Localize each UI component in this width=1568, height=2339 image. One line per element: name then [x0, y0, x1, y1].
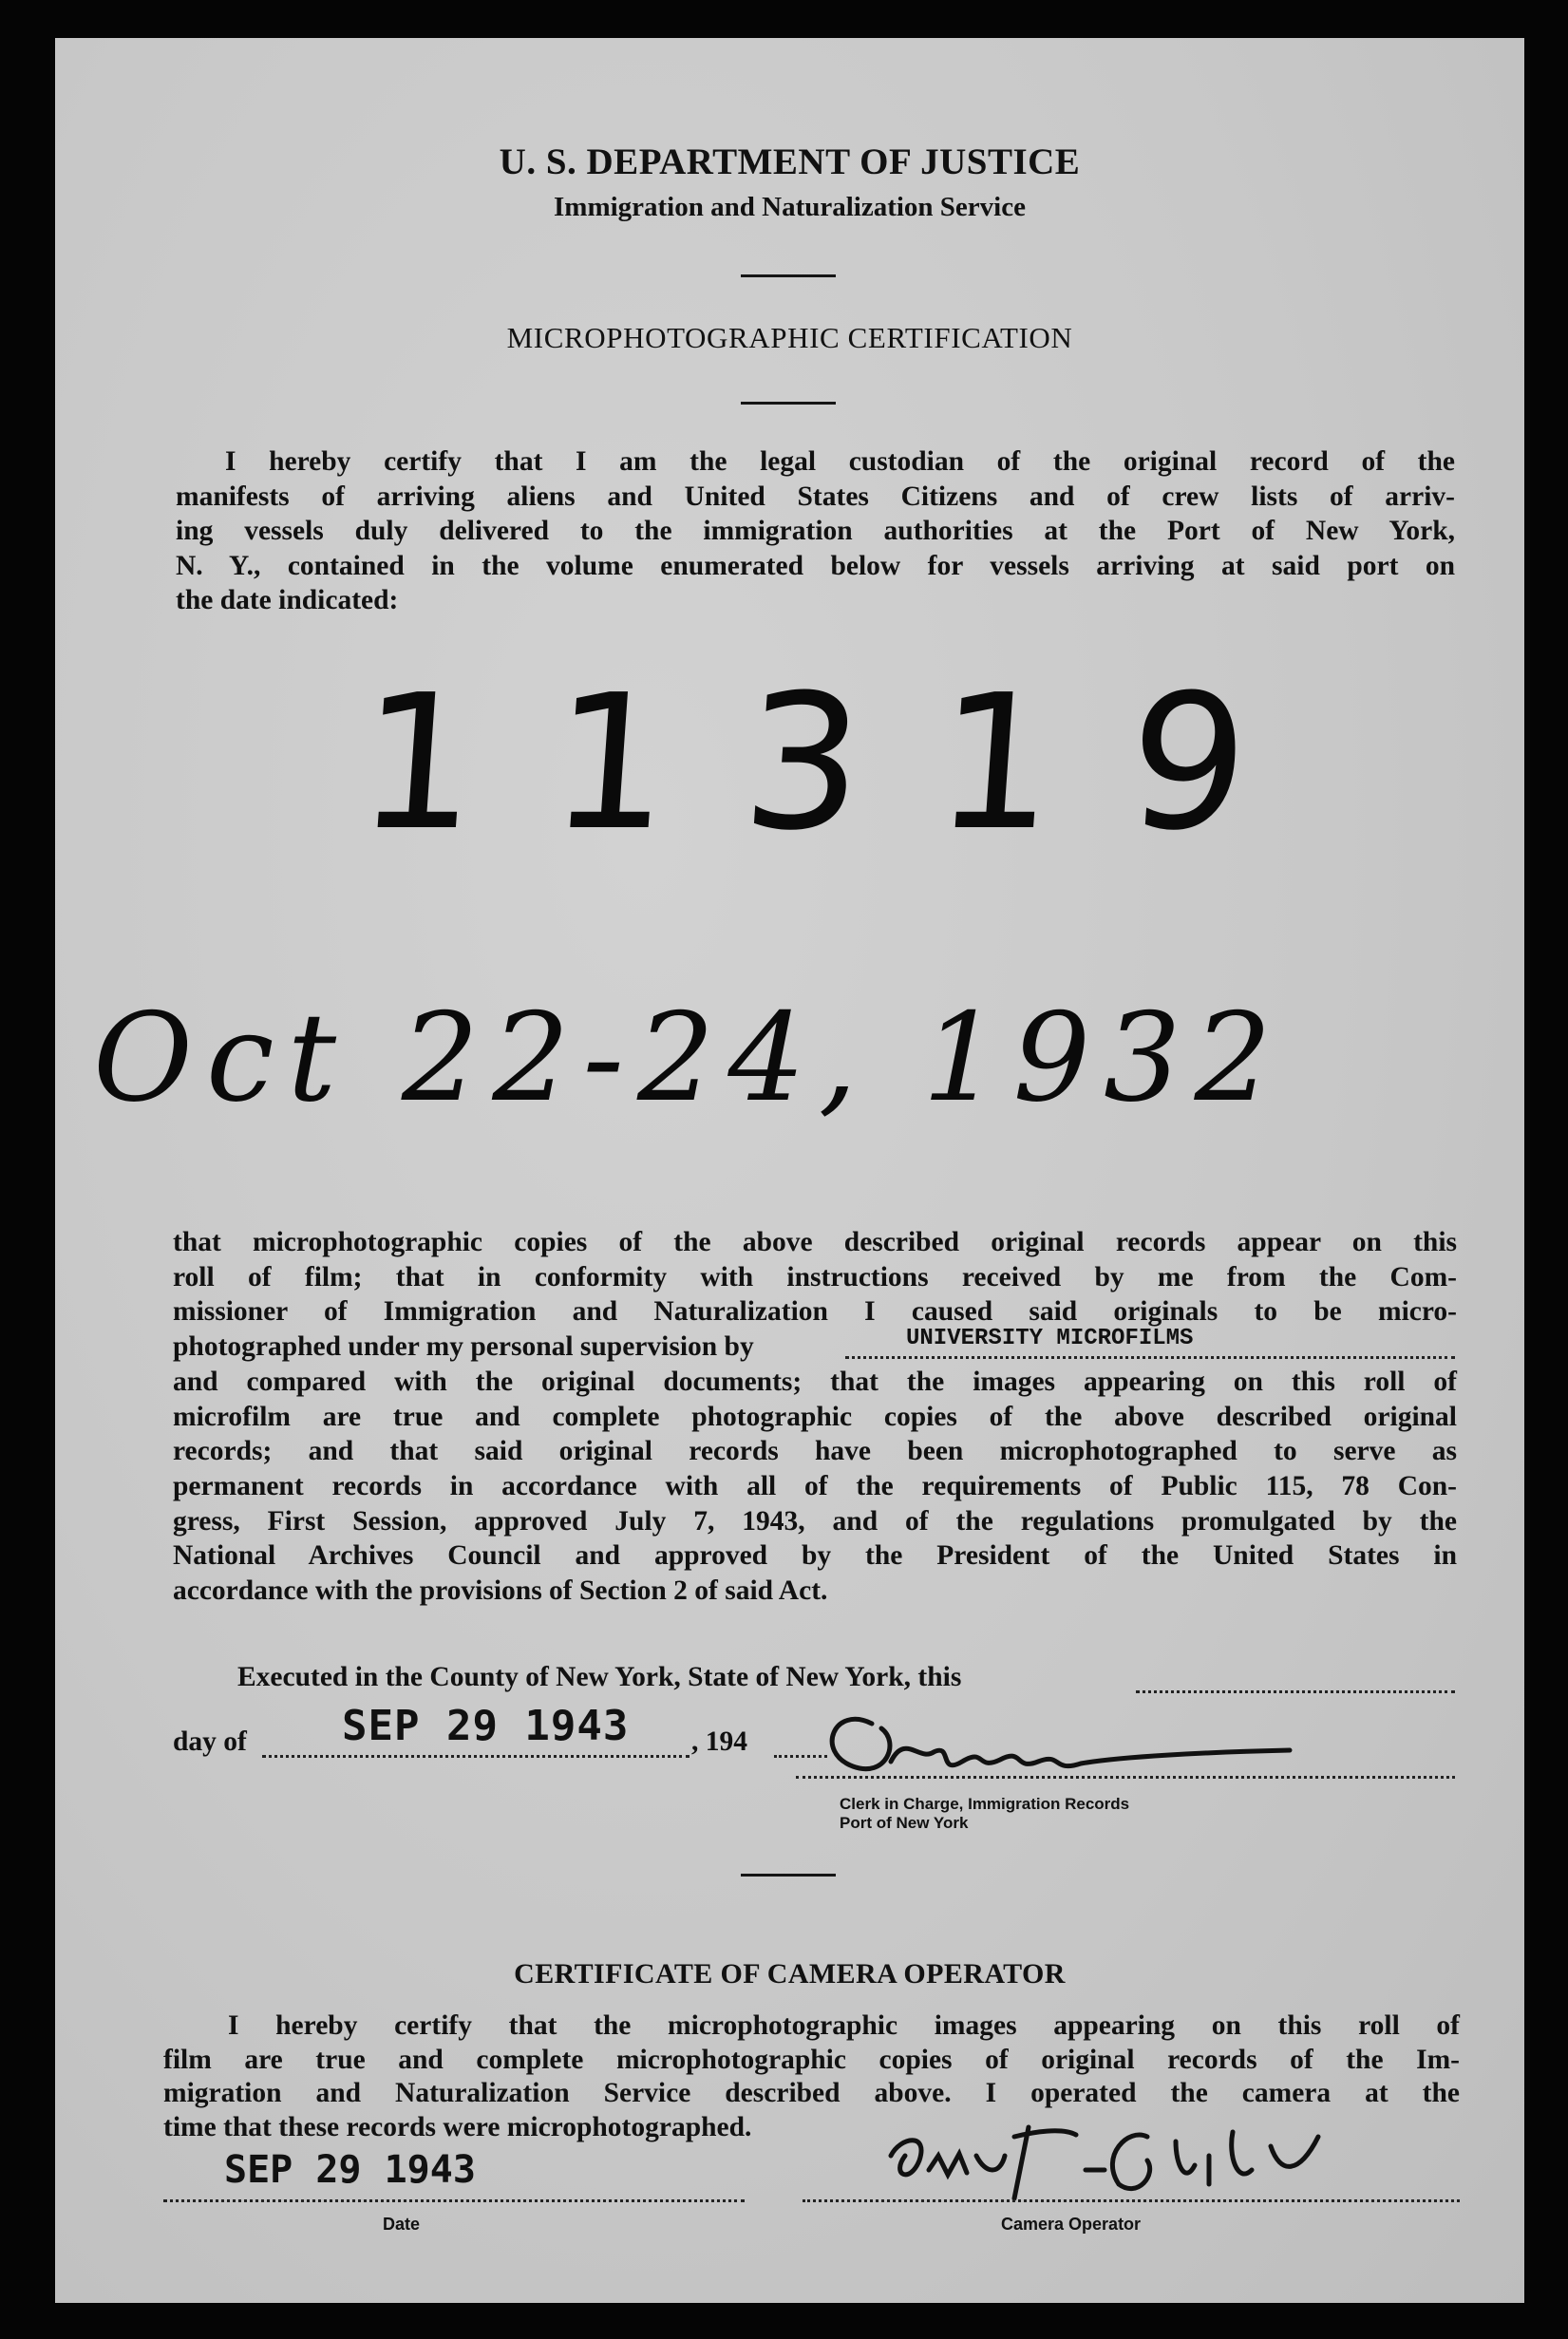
body-line-8: permanent records in accordance with all of the requirements of Public 115, 78 Con- — [173, 1470, 1457, 1501]
certification-paragraph — [176, 444, 1455, 618]
body-line-3: missioner of Immigration and Naturalization I caused said originals to be micro- — [173, 1296, 1457, 1328]
supervisor-dotted-line — [845, 1356, 1455, 1359]
cert-line-3: ing vessels duly delivered to the immigration authorities at the Port of New York, — [176, 516, 1455, 547]
body-line-11: accordance with the provisions of Section 2 of said Act. — [173, 1575, 828, 1607]
day-dotted-line — [262, 1755, 690, 1758]
execution-stamp-date: SEP 29 1943 — [342, 1702, 630, 1750]
body-line-5: and compared with the original documents; that the images appearing on this roll of — [173, 1366, 1457, 1397]
body-line-2: roll of film; that in conformity with instructions received by me from the Com- — [173, 1261, 1457, 1292]
date-label: Date — [383, 2215, 421, 2234]
certification-title: MICROPHOTOGRAPHIC CERTIFICATION — [506, 321, 1073, 354]
body-line-6: microfilm are true and complete photographic copies of the above described original — [173, 1401, 1457, 1432]
camera-operator-label: Camera Operator — [1001, 2215, 1142, 2234]
cert-line-4: N. Y., contained in the volume enumerated below for vessels arriving at said port on — [176, 550, 1455, 581]
operator-line-1: I hereby certify that the microphotographic images appearing on this roll of — [228, 2010, 1460, 2041]
body-line-9: gress, First Session, approved July 7, 1943, and of the regulations promulgated by the — [173, 1505, 1457, 1537]
body-line-7: records; and that said original records have been microphotographed to serve as — [173, 1436, 1457, 1467]
camera-operator-dotted-line — [803, 2199, 1460, 2202]
service-subheading: Immigration and Naturalization Service — [554, 192, 1026, 222]
operator-line-2: film are true and complete microphotographic copies of original records of the Im- — [163, 2044, 1460, 2075]
cert-line-1: I hereby certify that I am the legal custodian of the original record of the — [225, 446, 1455, 477]
handwritten-dates: Oct 22-24, 1932 — [93, 988, 1285, 1129]
body-line-1: that microphotographic copies of the above described original records appear on this — [173, 1227, 1457, 1257]
operator-stamp-date: SEP 29 1943 — [224, 2148, 476, 2192]
year-prefix: , 194 — [691, 1726, 747, 1757]
supervisor-typed-name: UNIVERSITY MICROFILMS — [906, 1326, 1194, 1351]
clerk-title-line-2: Port of New York — [840, 1814, 969, 1832]
clerk-signature — [796, 1695, 1328, 1781]
day-of-label: day of — [173, 1726, 247, 1757]
cert-line-2: manifests of arriving aliens and United States Citizens and of crew lists of arriv- — [176, 481, 1455, 512]
header-divider-bottom — [741, 402, 836, 405]
body-line-4: photographed under my personal supervision by — [173, 1331, 754, 1363]
clerk-signature-line — [796, 1776, 1455, 1779]
department-heading: U. S. DEPARTMENT OF JUSTICE — [499, 141, 1081, 182]
body-line-10: National Archives Council and approved by the President of the United States in — [173, 1540, 1457, 1572]
date-dotted-line — [163, 2199, 745, 2202]
operator-certificate-title: CERTIFICATE OF CAMERA OPERATOR — [514, 1958, 1066, 1990]
clerk-title-line-1: Clerk in Charge, Immigration Records — [840, 1795, 1130, 1813]
cert-line-5: the date indicated: — [176, 585, 399, 616]
section-divider — [741, 1874, 836, 1877]
operator-line-4: time that these records were microphotographed. — [163, 2111, 752, 2142]
body-paragraph — [173, 1225, 1457, 1609]
execution-line: Executed in the County of New York, State of New York, this — [237, 1662, 962, 1692]
operator-line-3: migration and Naturalization Service described above. I operated the camera at the — [163, 2078, 1460, 2108]
certificate-page — [55, 38, 1524, 2303]
execution-dotted-line — [1136, 1690, 1455, 1693]
handwritten-volume-number: 11319 — [351, 655, 1330, 872]
camera-operator-signature — [872, 2118, 1385, 2203]
header-divider-top — [741, 274, 836, 277]
